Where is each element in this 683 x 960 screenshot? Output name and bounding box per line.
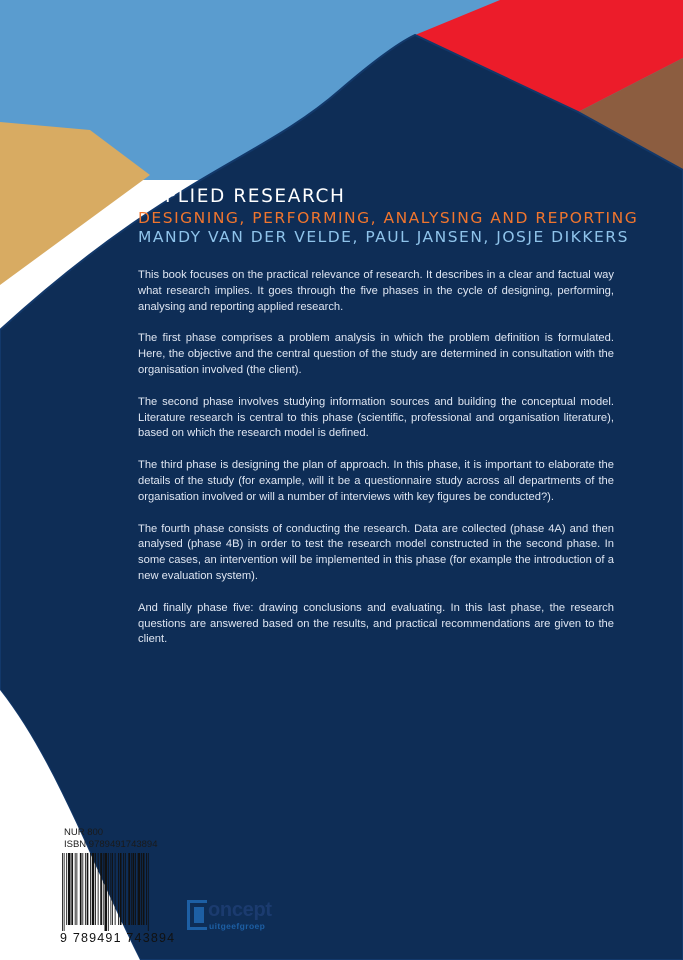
logo-wordmark: oncept [208, 899, 272, 921]
blurb-paragraph: The second phase involves studying information sources and building the conceptual model. Literature research is central to this phase (scientific, professional and organisation literature), based on which the research model is defined. [138, 395, 614, 440]
blurb-paragraph: The first phase comprises a problem analysis in which the problem definition is formulated. Here, the objective and the central question of the study are determined in consultation with the organisation involved (the client). [138, 332, 614, 376]
logo-c-mark [187, 900, 207, 930]
book-authors: MANDY VAN DER VELDE, PAUL JANSEN, JOSJE DIKKERS [138, 228, 629, 246]
blurb [138, 268, 614, 664]
title-block [138, 186, 668, 246]
barcode-digits: 9 789491 743894 [60, 931, 176, 945]
blurb-paragraph: The third phase is designing the plan of approach. In this phase, it is important to elaborate the details of the study (for example, will it be a questionnaire study across all departments of the organisation involved or will a number of interviews with key figures be conducted?). [138, 459, 614, 503]
barcode [62, 853, 172, 931]
logo-subtitle: uitgeefgroep [209, 921, 266, 931]
blurb-paragraph: And finally phase five: drawing conclusions and evaluating. In this last phase, the research questions are answered based on the results, and practical recommendations are given to the client. [138, 601, 614, 646]
book-title: APPLIED RESEARCH [138, 186, 346, 207]
isbn-number: ISBN 9789491743894 [64, 839, 158, 850]
book-subtitle: DESIGNING, PERFORMING, ANALYSING AND REPORTING [138, 209, 639, 227]
blurb-paragraph: The fourth phase consists of conducting the research. Data are collected (phase 4A) and then analysed (phase 4B) in order to test the research model constructed in the second phase. In some cases, an intervention will be implemented in this phase (for example the introduction of a new evaluation system). [138, 522, 614, 582]
blurb-paragraph: This book focuses on the practical relevance of research. It describes in a clear and factual way what research implies. It goes through the five phases in the cycle of designing, performing, analysing and reporting applied research. [138, 269, 614, 313]
nur-code: NUR 800 [64, 827, 104, 838]
publisher-logo [187, 898, 277, 934]
